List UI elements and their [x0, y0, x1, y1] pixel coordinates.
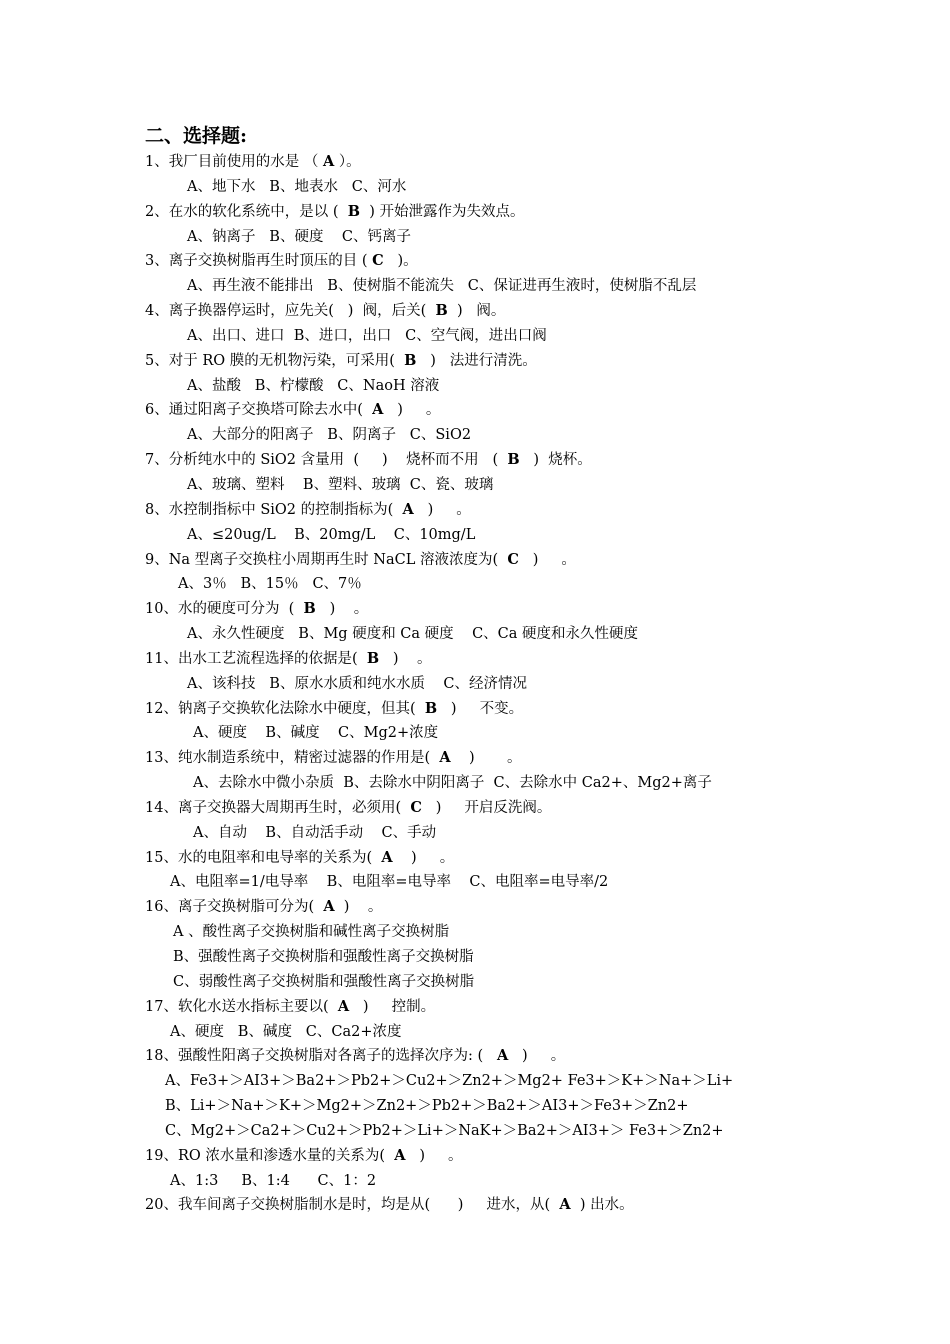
question-text-tail: ) 开启反洗阀。	[421, 799, 552, 816]
question-text: 5、对于 RO 膜的无机物污染，可采用(	[145, 352, 405, 369]
answer-letter: A	[496, 1047, 509, 1065]
answer-letter: A	[402, 500, 414, 518]
option-line: A、大部分的阳离子 B、阴离子 C、SiO2	[187, 427, 472, 444]
question-line	[145, 1044, 925, 1069]
question-text: 7、分析纯水中的 SiO2 含量用 ( ) 烧杯而不用 (	[145, 452, 508, 469]
answer-letter: B	[366, 649, 380, 667]
question-line	[145, 349, 925, 374]
option-line: A、硬度 B、碱度 C、Mg2+浓度	[193, 725, 439, 742]
answer-letter: B	[424, 699, 438, 717]
option-line: A、电阻率=1/电导率 B、电阻率=电导率 C、电阻率=电导率/2	[170, 874, 609, 891]
question-line	[145, 299, 925, 324]
question-line	[145, 548, 925, 573]
question-text: 13、纯水制造系统中，精密过滤器的作用是(	[145, 750, 440, 767]
question-text-tail: ）。	[334, 154, 361, 170]
option-line: C、Mg2+＞Ca2+＞Cu2+＞Pb2+＞Li+＞NaK+＞Ba2+＞AI3+＞ Fe3+＞Zn2+	[165, 1122, 724, 1139]
question-text: 18、强酸性阳离子交换树脂对各离子的选择次序为: (	[145, 1048, 497, 1065]
question-line	[145, 597, 925, 622]
question-text: 19、RO 浓水量和渗透水量的关系为(	[145, 1147, 395, 1164]
question-text-tail: ) 。	[379, 650, 432, 667]
question-text-tail: ) 开始泄露作为失效点。	[359, 203, 525, 220]
question-text: 3、离子交换树脂再生时顶压的目 (	[145, 253, 373, 270]
option-line: A、钠离子 B、硬度 C、钙离子	[187, 228, 411, 245]
option-line: A、再生液不能排出 B、使树脂不能流失 C、保证进再生液时，使树脂不乱层	[187, 278, 697, 295]
answer-letter: A	[322, 153, 335, 170]
option-line: B、强酸性离子交换树脂和强酸性离子交换树脂	[173, 949, 474, 965]
option-line: A、去除水中微小杂质 B、去除水中阴阳离子 C、去除水中 Ca2+、Mg2+离子	[193, 775, 712, 792]
question-line	[145, 895, 925, 920]
question-text-tail: ) 。	[383, 402, 441, 419]
option-line: B、Li+＞Na+＞K+＞Mg2+＞Zn2+＞Pb2+＞Ba2+＞AI3+＞Fe3+＞Zn2+	[165, 1098, 689, 1115]
question-text: 16、离子交换树脂可分为(	[145, 899, 324, 916]
question-text-tail: ) 不变。	[437, 700, 524, 717]
answer-letter: A	[439, 749, 451, 767]
answer-letter: C	[507, 550, 519, 568]
question-line	[145, 448, 925, 473]
option-line: C、弱酸性离子交换树脂和强酸性离子交换树脂	[173, 973, 475, 990]
answer-letter: B	[347, 202, 360, 220]
answer-letter: B	[507, 451, 520, 469]
question-text-tail: ) 。	[413, 501, 471, 518]
option-line: A 、酸性离子交换树脂和碱性离子交换树脂	[173, 924, 450, 941]
question-text-tail: ) 出水。	[570, 1197, 634, 1214]
question-list	[145, 150, 925, 1218]
option-line: A、出口、进口 B、进口，出口 C、空气阀，进出口阀	[187, 327, 547, 344]
option-line: A、≤20ug/L B、20mg/L C、10mg/L	[187, 526, 476, 543]
option-line: A、玻璃、塑料 B、塑料、玻璃 C、瓷、玻璃	[187, 476, 494, 493]
option-line: A、硬度 B、碱度 C、Ca2+浓度	[170, 1023, 402, 1040]
question-text: 20、我车间离子交换树脂制水是时，均是从( ) 进水，从(	[145, 1197, 560, 1214]
answer-letter: B	[404, 351, 417, 369]
answer-letter: A	[394, 1146, 406, 1164]
option-line: A、Fe3+＞AI3+＞Ba2+＞Pb2+＞Cu2+＞Zn2+＞Mg2+ Fe3+＞K+＞Na+＞Li+	[165, 1073, 734, 1090]
option-line: A、永久性硬度 B、Mg 硬度和 Ca 硬度 C、Ca 硬度和永久性硬度	[187, 626, 639, 643]
question-line	[145, 796, 925, 821]
question-text: 4、离子换器停运时，应先关( ) 阀，后关(	[145, 303, 436, 320]
question-text: 8、水控制指标中 SiO2 的控制指标为(	[145, 501, 403, 518]
question-text: 11、出水工艺流程选择的依据是(	[145, 650, 367, 667]
question-text-tail: ) 烧杯。	[519, 452, 592, 469]
question-text-tail: ) 。	[315, 601, 369, 618]
question-line	[145, 150, 925, 175]
option-line: A、1:3 B、1:4 C、1：2	[170, 1172, 377, 1189]
question-text-tail: )。	[383, 253, 418, 270]
question-text: 10、水的硬度可分为 (	[145, 601, 304, 618]
question-text-tail: ) 。	[508, 1048, 566, 1065]
answer-letter: A	[323, 898, 335, 916]
option-line: A、盐酸 B、柠檬酸 C、NaoH 溶液	[187, 377, 440, 394]
question-line	[145, 498, 925, 523]
question-line	[145, 249, 925, 274]
question-text-tail: ) 控制。	[349, 998, 436, 1015]
question-text-tail: ) 。	[392, 849, 455, 866]
answer-letter: C	[410, 798, 422, 816]
section-title: 二、选择题:	[145, 125, 248, 147]
question-text: 1、我厂目前使用的水是 （	[145, 154, 323, 170]
question-line	[145, 746, 925, 771]
option-line: A、该科技 B、原水水质和纯水水质 C、经济情况	[187, 675, 527, 692]
answer-letter: A	[381, 848, 393, 866]
question-text-tail: ) 法进行清洗。	[416, 352, 537, 369]
question-text: 6、通过阳离子交换塔可除去水中(	[145, 402, 373, 419]
question-line	[145, 1193, 925, 1218]
answer-letter: A	[559, 1196, 571, 1214]
question-line	[145, 995, 925, 1020]
question-text: 12、钠离子交换软化法除水中硬度，但其(	[145, 700, 425, 717]
question-text: 17、软化水送水指标主要以(	[145, 998, 338, 1015]
question-line	[145, 398, 925, 423]
option-line: A、自动 B、自动活手动 C、手动	[193, 824, 437, 841]
answer-letter: A	[337, 997, 350, 1015]
question-text-tail: ) 。	[405, 1147, 463, 1164]
question-text-tail: ) 。	[334, 899, 383, 916]
answer-letter: B	[435, 302, 448, 320]
question-text-tail: ) 阀。	[447, 303, 506, 320]
option-line: A、3％ B、15％ C、7％	[178, 576, 362, 593]
question-text: 9、Na 型离子交换柱小周期再生时 NaCL 溶液浓度为(	[145, 551, 508, 568]
question-text: 15、水的电阻率和电导率的关系为(	[145, 849, 382, 866]
question-text-tail: ) 。	[518, 551, 576, 568]
question-text: 2、在水的软化系统中，是以 (	[145, 203, 348, 220]
question-text-tail: ) 。	[450, 750, 522, 767]
answer-letter: A	[372, 401, 384, 419]
question-line	[145, 200, 925, 225]
question-line	[145, 846, 925, 871]
answer-letter: C	[372, 252, 384, 270]
question-line	[145, 647, 925, 672]
answer-letter: B	[303, 600, 316, 618]
document-page	[145, 122, 925, 1218]
question-line	[145, 697, 925, 722]
option-line: A、地下水 B、地表水 C、河水	[187, 178, 407, 195]
question-line	[145, 1144, 925, 1169]
question-text: 14、离子交换器大周期再生时，必须用(	[145, 799, 411, 816]
